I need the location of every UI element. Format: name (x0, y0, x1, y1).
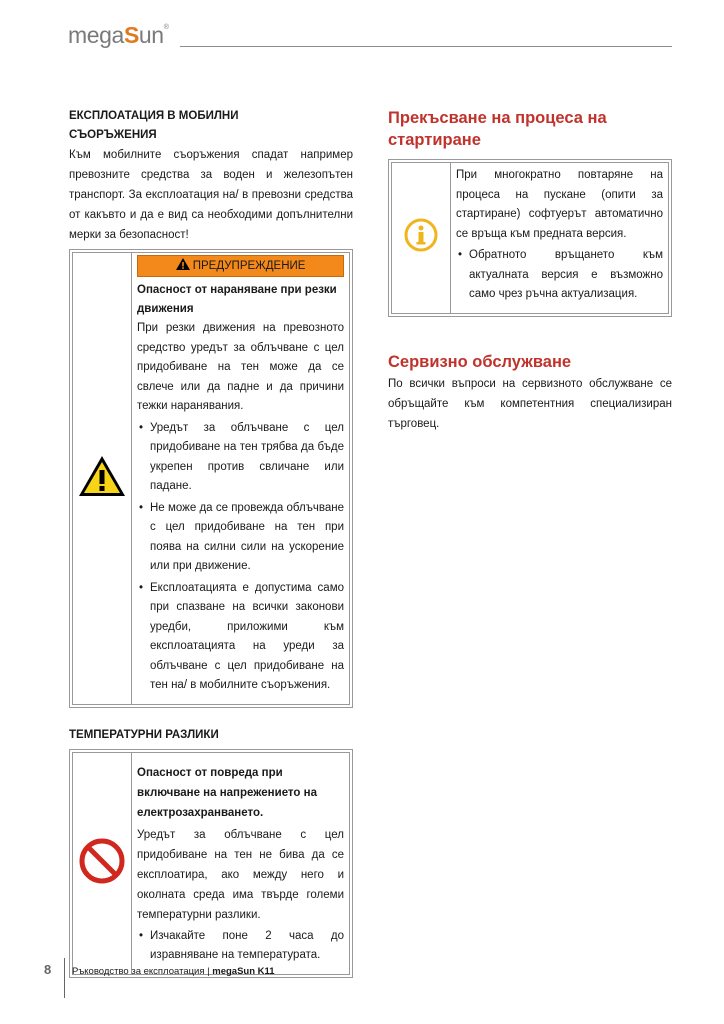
danger-box (69, 749, 353, 978)
warning-banner: ПРЕДУПРЕЖДЕНИЕ (137, 255, 344, 277)
prohibition-icon-cell (73, 752, 132, 974)
info-text-cell (451, 163, 669, 314)
list-item: • Уредът за облъчване с цел придобиване на тен трябва да бъде укрепен против свличане или падане. (137, 419, 344, 497)
danger-text-cell (132, 752, 350, 974)
section-heading-mobile-title: ЕКСПЛОАТАЦИЯ В МОБИЛНИ СЪОРЪЖЕНИЯ (69, 110, 239, 141)
info-bullet-list (456, 246, 663, 305)
section-heading-temperature: ТЕМПЕРАТУРНИ РАЗЛИКИ (69, 728, 219, 741)
warning-title: Опасност от нараняване при резки движения (137, 284, 337, 315)
list-item: • Изчакайте поне 2 часа до изравняване на температурата. (137, 927, 344, 966)
footer-rule (64, 958, 65, 998)
info-icon-cell (392, 163, 451, 314)
footer-text: Ръководство за експлоатация | megaSun K11 (72, 966, 275, 977)
warning-bullet-list (137, 419, 344, 696)
warning-triangle-icon (77, 454, 127, 498)
list-item: • Не може да се провежда облъчване с цел придобиване на тен при поява на силни сили на ускорение или при движение. (137, 499, 344, 577)
danger-bullet-list (137, 927, 344, 966)
warning-body: При резки движения на превозното средство уредът за облъчване с цел придобиване на тен може да се свлече или да падне и да причини тежки наранявания. (137, 322, 344, 412)
warning-banner-icon (176, 258, 190, 270)
header-rule (180, 46, 672, 47)
danger-body: Уредът за облъчване с цел придобиване на тен не бива да се експлоатира, ако между него и околната среда има твърде големи температурни разлики. (137, 828, 344, 921)
warning-box (69, 249, 353, 708)
right-column (388, 107, 672, 434)
megasun-logo: megaSun® (68, 22, 169, 48)
section-mobile-body: Към мобилните съоръжения спадат например превозните средства за воден и железопътен транспорт. За експлоатация на/ в превозни средства от какъвто и да е вид са необходими допълнителни мерки за безопасност! (69, 149, 353, 241)
page-number: 8 (44, 962, 52, 977)
left-column (69, 107, 353, 978)
list-item: • Обратното връщането към актуалната версия е възможно само чрез ръчна актуализация. (456, 246, 663, 305)
prohibition-icon (79, 838, 125, 884)
danger-title: Опасност от повреда при включване на напрежението на електрозахранването. (137, 766, 317, 819)
info-icon (404, 218, 438, 252)
warning-text-cell (132, 253, 350, 705)
info-box (388, 159, 672, 317)
section-heading-service: Сервизно обслужване (388, 352, 572, 371)
info-body: При многократно повтаряне на процеса на пускане (опити за стартиране) софтуерът автоматично се връща към предната версия. (456, 169, 663, 240)
section-heading-startup-interruption: Прекъсване на процеса на стартиране (388, 109, 607, 149)
service-body: По всички въпроси на сервизното обслужване се обръщайте към компетентния специализиран търговец. (388, 377, 672, 430)
warning-icon-cell (73, 253, 132, 705)
list-item: • Експлоатацията е допустима само при спазване на всички законови уредби, приложими към експлоатацията на уреди за облъчване с цел придобиване на тен на/ в мобилните съоръжения. (137, 579, 344, 696)
